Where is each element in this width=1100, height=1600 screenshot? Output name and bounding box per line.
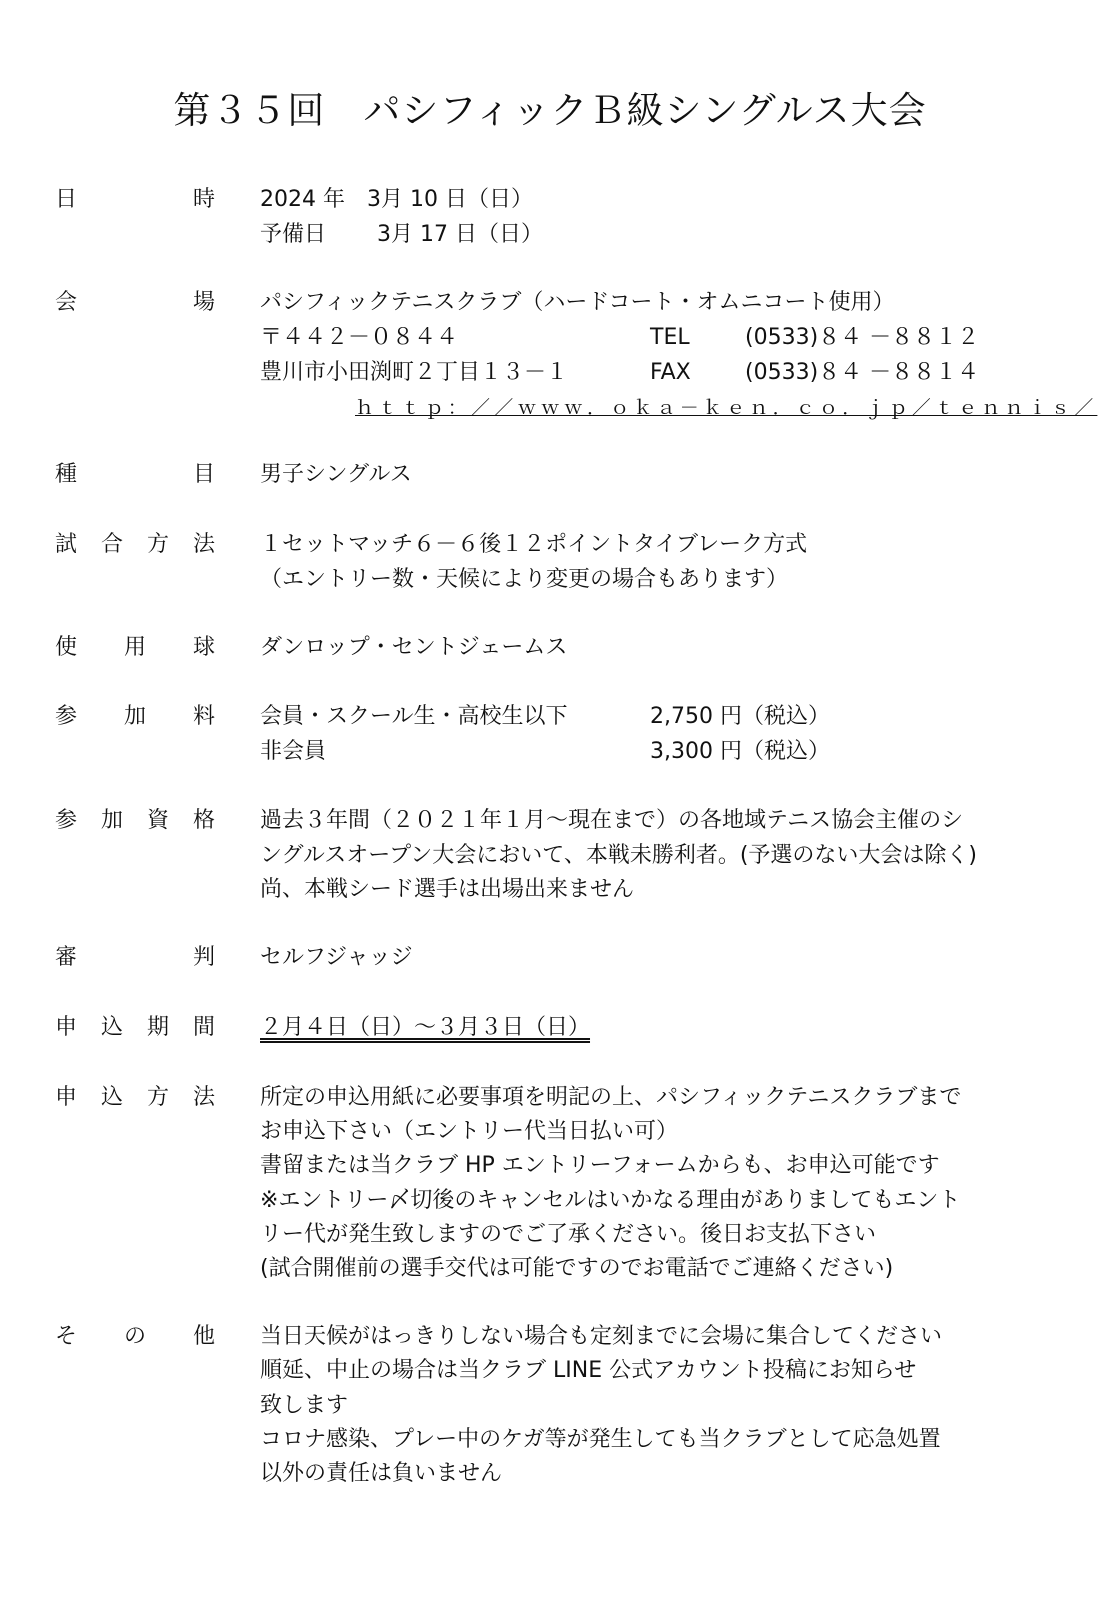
label-char: 格 [192, 808, 215, 833]
label-char: 申 [55, 1015, 78, 1040]
tel-number: (0533)８４ －８８１２ [745, 325, 980, 350]
label-char: 加 [100, 808, 123, 833]
label-char: 合 [100, 532, 123, 557]
format-note: （エントリー数・天候により変更の場合もあります） [260, 567, 789, 592]
label-char: 種 [55, 462, 78, 487]
label-char: 期 [146, 1015, 169, 1040]
label-fee [55, 700, 215, 734]
label-method [55, 1081, 215, 1115]
label-referee [55, 941, 215, 975]
label-char: 料 [192, 704, 215, 729]
other-line: 以外の責任は負いません [260, 1461, 503, 1486]
label-char: 場 [192, 290, 215, 315]
label-ball [55, 631, 215, 665]
label-char: 球 [192, 635, 215, 660]
label-char: 試 [55, 532, 78, 557]
label-char: の [123, 1324, 146, 1349]
fax-number: (0533)８４ －８８１４ [745, 360, 980, 385]
label-eligibility [55, 804, 215, 838]
date-main: 2024 年 3月 10 日（日） [260, 187, 533, 212]
ball-value: ダンロップ・セントジェームス [260, 635, 568, 660]
method-line: リー代が発生致しますのでご了承ください。後日お支払下さい [260, 1222, 877, 1247]
label-char: 日 [55, 187, 78, 212]
venue-postal: 〒４４２－０８４４ [260, 325, 459, 350]
label-char: 目 [192, 462, 215, 487]
eligibility-line: 尚、本戦シード選手は出場出来ません [260, 877, 635, 902]
eligibility-line: 過去３年間（２０２１年１月～現在まで）の各地域テニス協会主催のシ [260, 808, 964, 833]
label-format [55, 528, 215, 562]
venue-url-link[interactable]: ｈｔｔｐ：／／ｗｗｗ．ｏｋａ－ｋｅｎ．ｃｏ．ｊｐ／ｔｅｎｎｉｓ／ [355, 397, 1098, 419]
venue-address: 豊川市小田渕町２丁目１３－１ [260, 360, 569, 385]
label-char: そ [55, 1324, 78, 1349]
label-event [55, 458, 215, 492]
label-period [55, 1011, 215, 1045]
label-char: 申 [55, 1085, 78, 1110]
fee-category: 非会員 [260, 739, 327, 764]
date-reserve: 予備日 3月 17 日（日） [260, 222, 543, 247]
label-char: 方 [146, 1085, 169, 1110]
label-char: 会 [55, 290, 78, 315]
tel-label: TEL [650, 325, 690, 350]
format-line: １セットマッチ６－６後１２ポイントタイブレーク方式 [260, 532, 808, 557]
fax-label: FAX [650, 360, 691, 385]
label-char: 法 [192, 1085, 215, 1110]
label-char: 時 [192, 187, 215, 212]
label-char: 用 [123, 635, 146, 660]
method-line: ※エントリー〆切後のキャンセルはいかなる理由がありましてもエント [260, 1188, 961, 1213]
eligibility-line: ングルスオープン大会において、本戦未勝利者。(予選のない大会は除く) [260, 843, 977, 868]
page-title: 第３５回 パシフィックＢ級シングルス大会 [173, 89, 927, 132]
fee-category: 会員・スクール生・高校生以下 [260, 704, 568, 729]
referee-value: セルフジャッジ [260, 945, 413, 970]
label-char: 参 [55, 704, 78, 729]
fee-amount: 2,750 円（税込） [650, 704, 830, 729]
label-char: 込 [100, 1015, 123, 1040]
venue-name: パシフィックテニスクラブ（ハードコート・オムニコート使用） [260, 290, 895, 315]
other-line: コロナ感染、プレー中のケガ等が発生しても当クラブとして応急処置 [260, 1427, 941, 1452]
label-char: 他 [192, 1324, 215, 1349]
label-char: 判 [192, 945, 215, 970]
event-value: 男子シングルス [260, 462, 412, 487]
label-char: 審 [55, 945, 78, 970]
method-line: (試合開催前の選手交代は可能ですのでお電話でご連絡ください) [260, 1256, 894, 1281]
other-line: 当日天候がはっきりしない場合も定刻までに会場に集合してください [260, 1324, 943, 1349]
label-char: 方 [146, 532, 169, 557]
fee-amount: 3,300 円（税込） [650, 739, 830, 764]
label-char: 間 [192, 1015, 215, 1040]
method-line: 所定の申込用紙に必要事項を明記の上、パシフィックテニスクラブまで [260, 1085, 962, 1110]
label-char: 加 [123, 704, 146, 729]
label-char: 法 [192, 532, 215, 557]
period-value: ２月４日（日）～３月３日（日） [260, 1015, 591, 1040]
method-line: 書留または当クラブ HP エントリーフォームからも、お申込可能です [260, 1153, 940, 1178]
other-line: 順延、中止の場合は当クラブ LINE 公式アカウント投稿にお知らせ [260, 1358, 917, 1383]
label-other [55, 1320, 215, 1354]
label-venue [55, 286, 215, 320]
label-char: 込 [100, 1085, 123, 1110]
label-char: 使 [55, 635, 78, 660]
method-line: お申込下さい（エントリー代当日払い可） [260, 1119, 679, 1144]
other-line: 致します [260, 1393, 349, 1418]
label-char: 資 [146, 808, 169, 833]
label-char: 参 [55, 808, 78, 833]
label-date [55, 183, 215, 217]
